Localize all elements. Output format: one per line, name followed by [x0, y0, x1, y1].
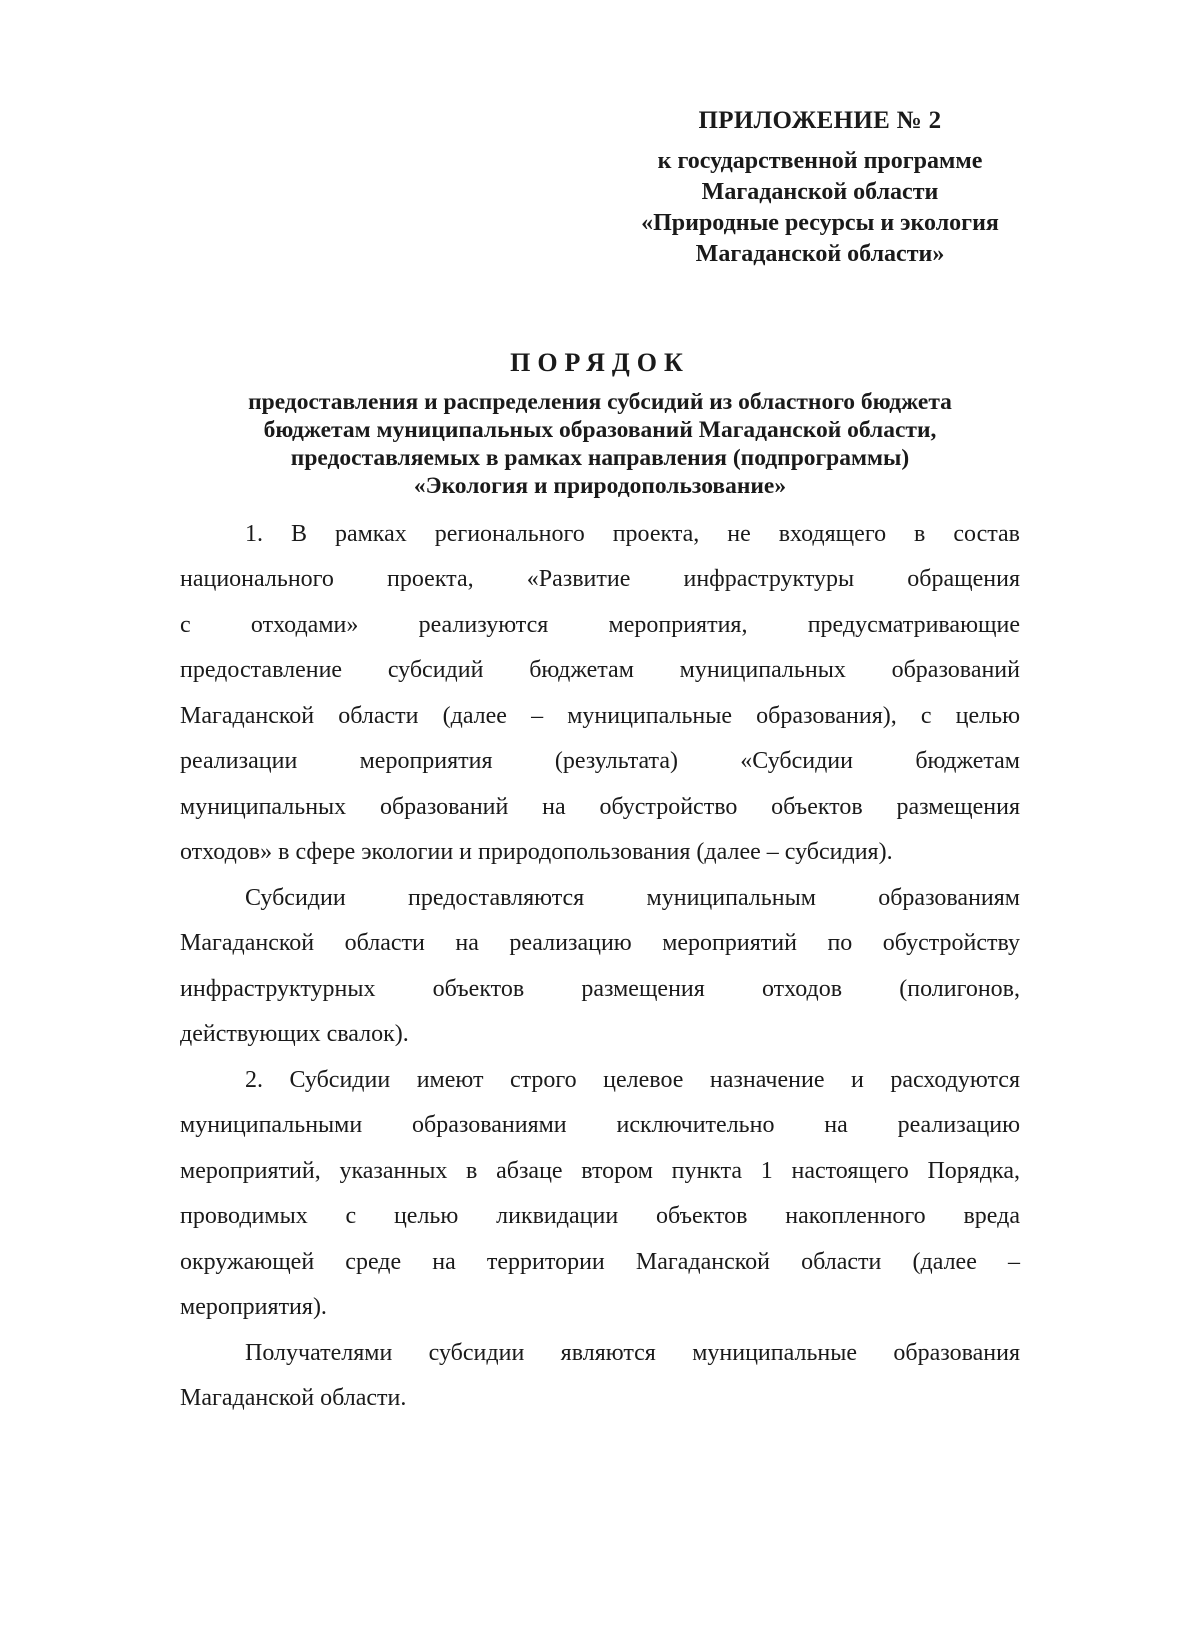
appendix-line: Магаданской области: [701, 179, 939, 205]
body-line: с отходами» реализуются мероприятия, предусматривающие: [180, 612, 1020, 638]
body-line: мероприятия).: [180, 1294, 327, 1320]
document-title: ПОРЯДОК: [510, 348, 690, 377]
body-line: 1. В рамках регионального проекта, не входящего в состав: [245, 521, 1020, 547]
body-line: Получателями субсидии являются муниципальные образования: [245, 1340, 1020, 1366]
appendix-line: Магаданской области»: [695, 241, 945, 267]
document-subtitle: [180, 388, 1020, 500]
subtitle-line: предоставления и распределения субсидий из областного бюджета: [248, 389, 952, 415]
body-line: реализации мероприятия (результата) «Субсидии бюджетам: [180, 748, 1020, 774]
subtitle-line: «Экология и природопользование»: [413, 473, 787, 499]
body-line: Магаданской области на реализацию мероприятий по обустройству: [180, 930, 1020, 956]
body-line: инфраструктурных объектов размещения отходов (полигонов,: [180, 976, 1020, 1002]
appendix-line: «Природные ресурсы и экология: [641, 210, 999, 236]
body-line: окружающей среде на территории Магаданской области (далее –: [180, 1249, 1020, 1275]
body-line: муниципальными образованиями исключительно на реализацию: [180, 1112, 1020, 1138]
body-line: мероприятий, указанных в абзаце втором пункта 1 настоящего Порядка,: [180, 1158, 1020, 1184]
body-line: 2. Субсидии имеют строго целевое назначение и расходуются: [245, 1067, 1020, 1093]
subtitle-line: бюджетам муниципальных образований Магаданской области,: [263, 417, 937, 443]
subtitle-line: предоставляемых в рамках направления (подпрограммы): [290, 445, 910, 471]
body-line: отходов» в сфере экологии и природопользования (далее – субсидия).: [180, 839, 893, 865]
body-line: Магаданской области.: [180, 1385, 407, 1411]
body-line: национального проекта, «Развитие инфраструктуры обращения: [180, 566, 1020, 592]
body-line: предоставление субсидий бюджетам муниципальных образований: [180, 657, 1020, 683]
appendix-line: к государственной программе: [657, 148, 983, 174]
body-line: проводимых с целью ликвидации объектов накопленного вреда: [180, 1203, 1020, 1229]
body-line: Субсидии предоставляются муниципальным образованиям: [245, 885, 1020, 911]
body-line: муниципальных образований на обустройство объектов размещения: [180, 794, 1020, 820]
body-line: Магаданской области (далее – муниципальные образования), с целью: [180, 703, 1020, 729]
appendix-reference: [600, 146, 1040, 270]
body-line: действующих свалок).: [180, 1021, 409, 1047]
appendix-title: ПРИЛОЖЕНИЕ № 2: [698, 107, 942, 134]
